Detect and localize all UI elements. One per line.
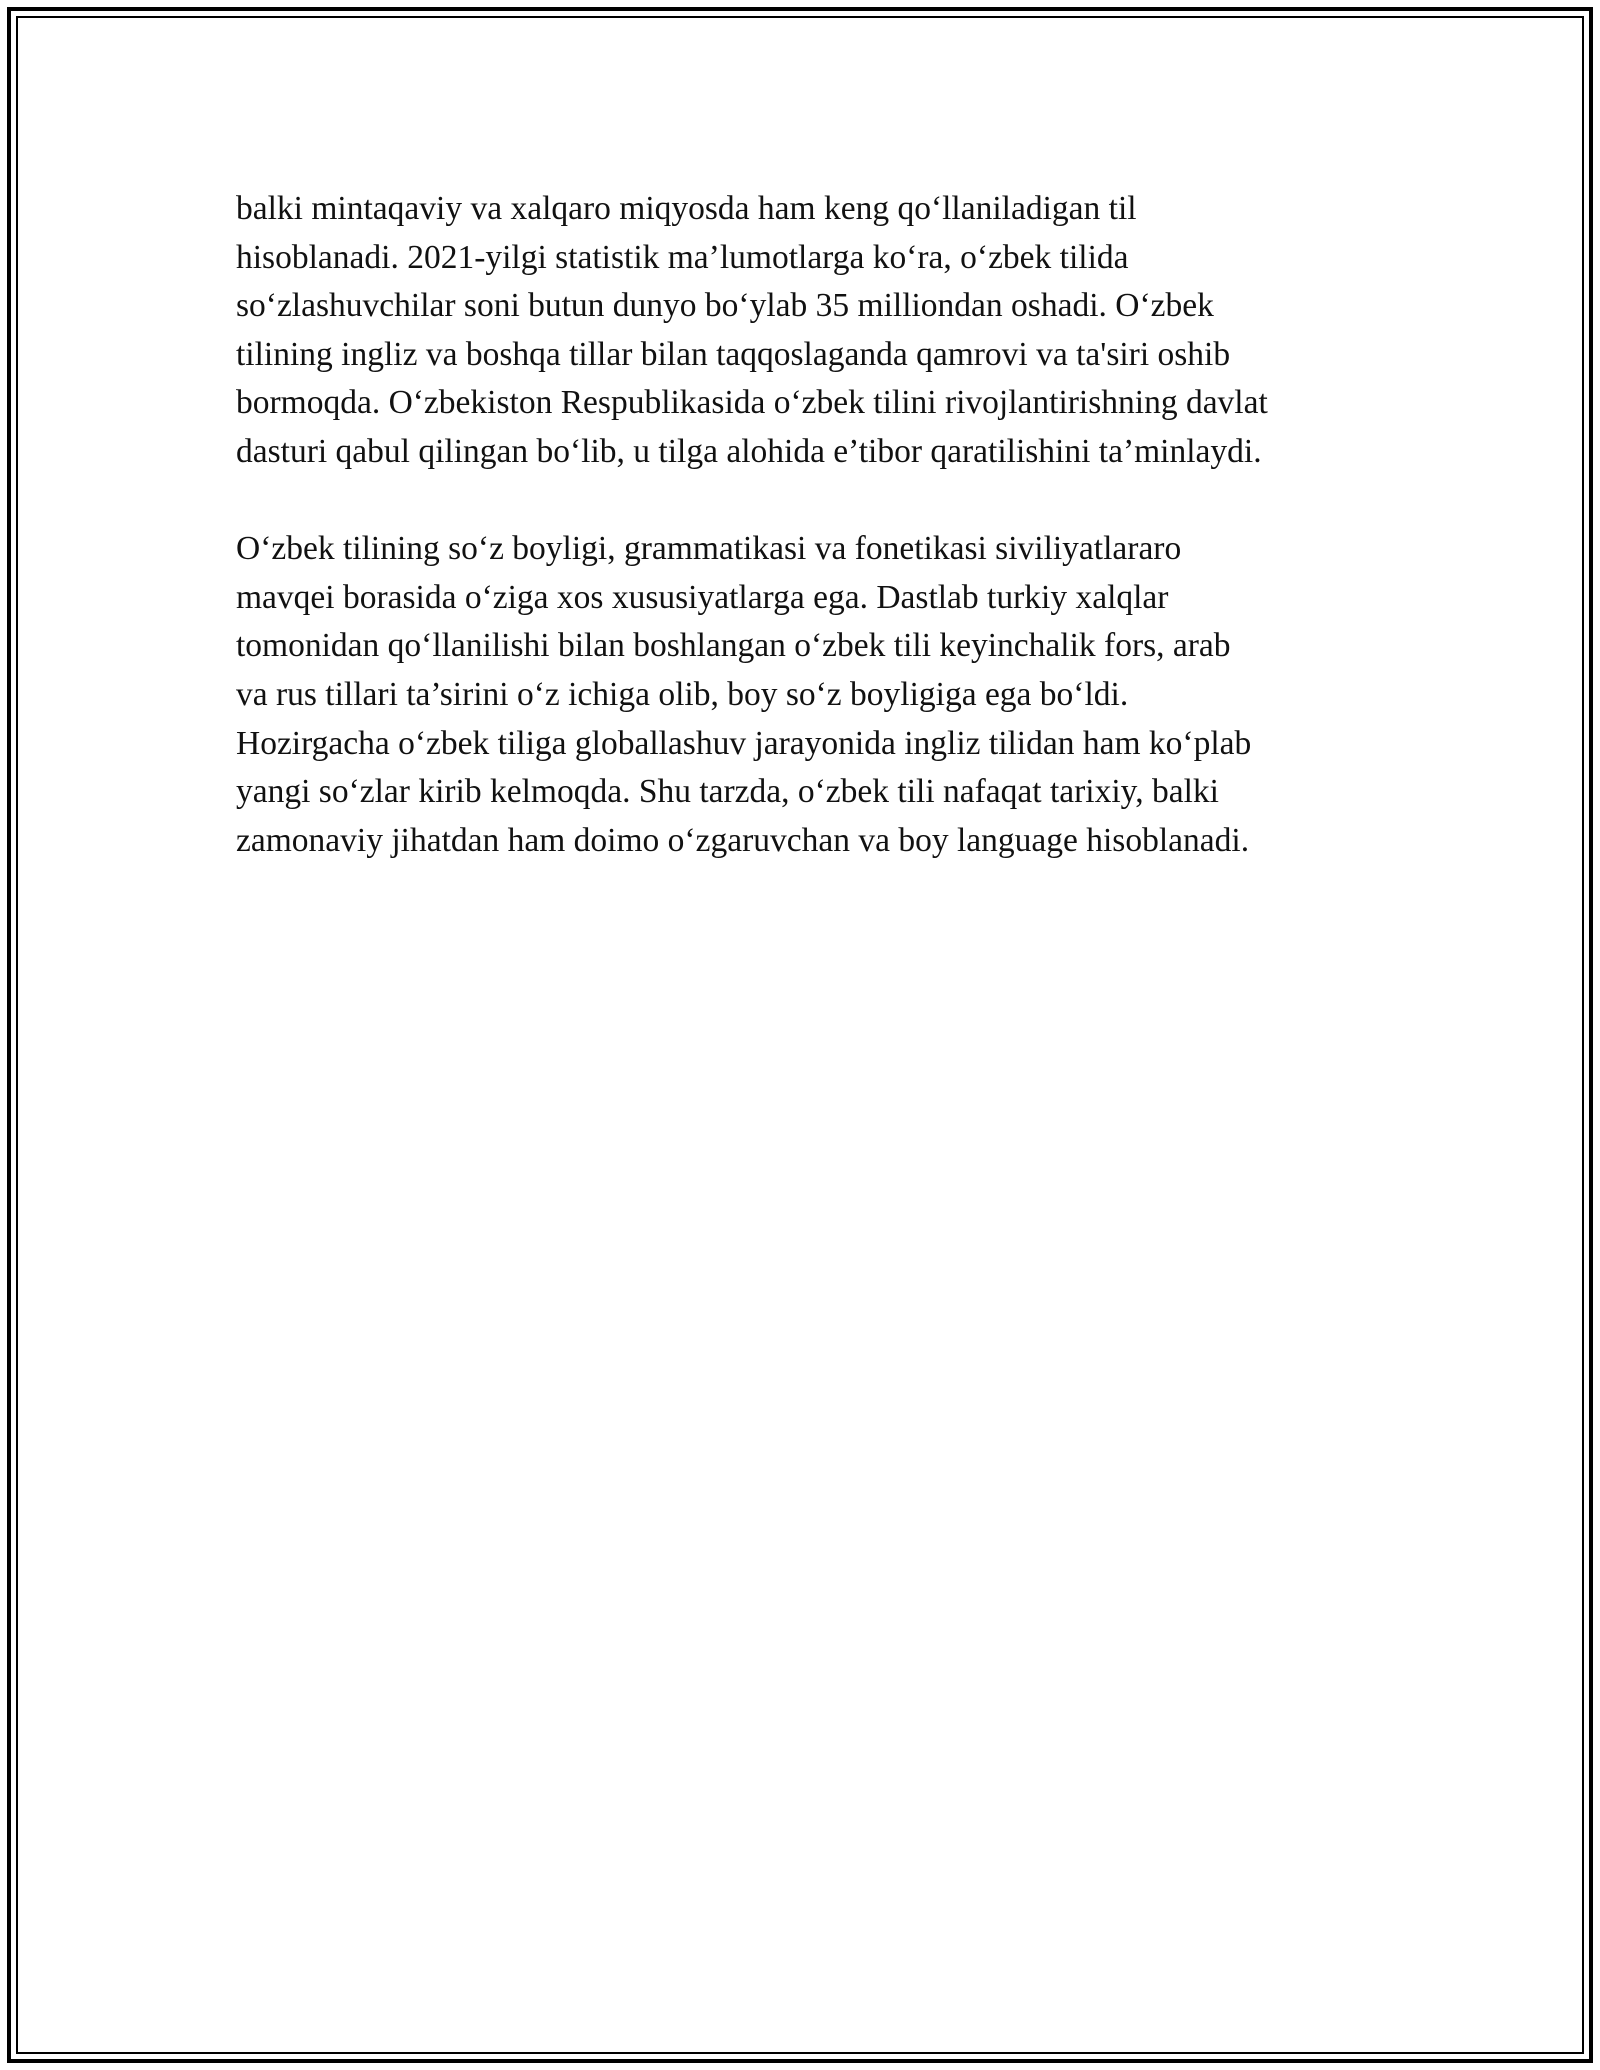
text-line: tomonidan qo‘llanilishi bilan boshlangan o‘zbek tili keyinchalik fors, arab — [236, 627, 1231, 665]
text-line: Hozirgacha o‘zbek tiliga globallashuv jarayonida ingliz tilidan ham ko‘plab — [236, 724, 1252, 762]
paragraph-1 — [236, 185, 1416, 477]
text-line: dasturi qabul qilingan bo‘lib, u tilga alohida e’tibor qaratilishini ta’minlaydi. — [236, 432, 1262, 470]
document-body — [236, 185, 1416, 865]
text-line: tilining ingliz va boshqa tillar bilan taqqoslaganda qamrovi va ta'siri oshib — [236, 335, 1231, 373]
text-line: mavqei borasida o‘ziga xos xususiyatlarga ega. Dastlab turkiy xalqlar — [236, 578, 1169, 616]
text-line: so‘zlashuvchilar soni butun dunyo bo‘ylab 35 milliondan oshadi. O‘zbek — [236, 287, 1214, 325]
text-line: va rus tillari ta’sirini o‘z ichiga olib, boy so‘z boyligiga ega bo‘ldi. — [236, 675, 1129, 713]
paragraph-2 — [236, 525, 1416, 865]
text-line: yangi so‘zlar kirib kelmoqda. Shu tarzda, o‘zbek tili nafaqat tarixiy, balki — [236, 773, 1219, 811]
text-line: hisoblanadi. 2021-yilgi statistik ma’lumotlarga ko‘ra, o‘zbek tilida — [236, 238, 1129, 276]
text-line: zamonaviy jihatdan ham doimo o‘zgaruvchan va boy language hisoblanadi. — [236, 821, 1250, 859]
text-line: balki mintaqaviy va xalqaro miqyosda ham keng qo‘llaniladigan til — [236, 190, 1137, 227]
text-line: bormoqda. O‘zbekiston Respublikasida o‘zbek tilini rivojlantirishning davlat — [236, 384, 1268, 422]
text-line: O‘zbek tilining so‘z boyligi, grammatikasi va fonetikasi siviliyatlararo — [236, 530, 1182, 568]
paragraph-spacer — [236, 477, 1416, 526]
